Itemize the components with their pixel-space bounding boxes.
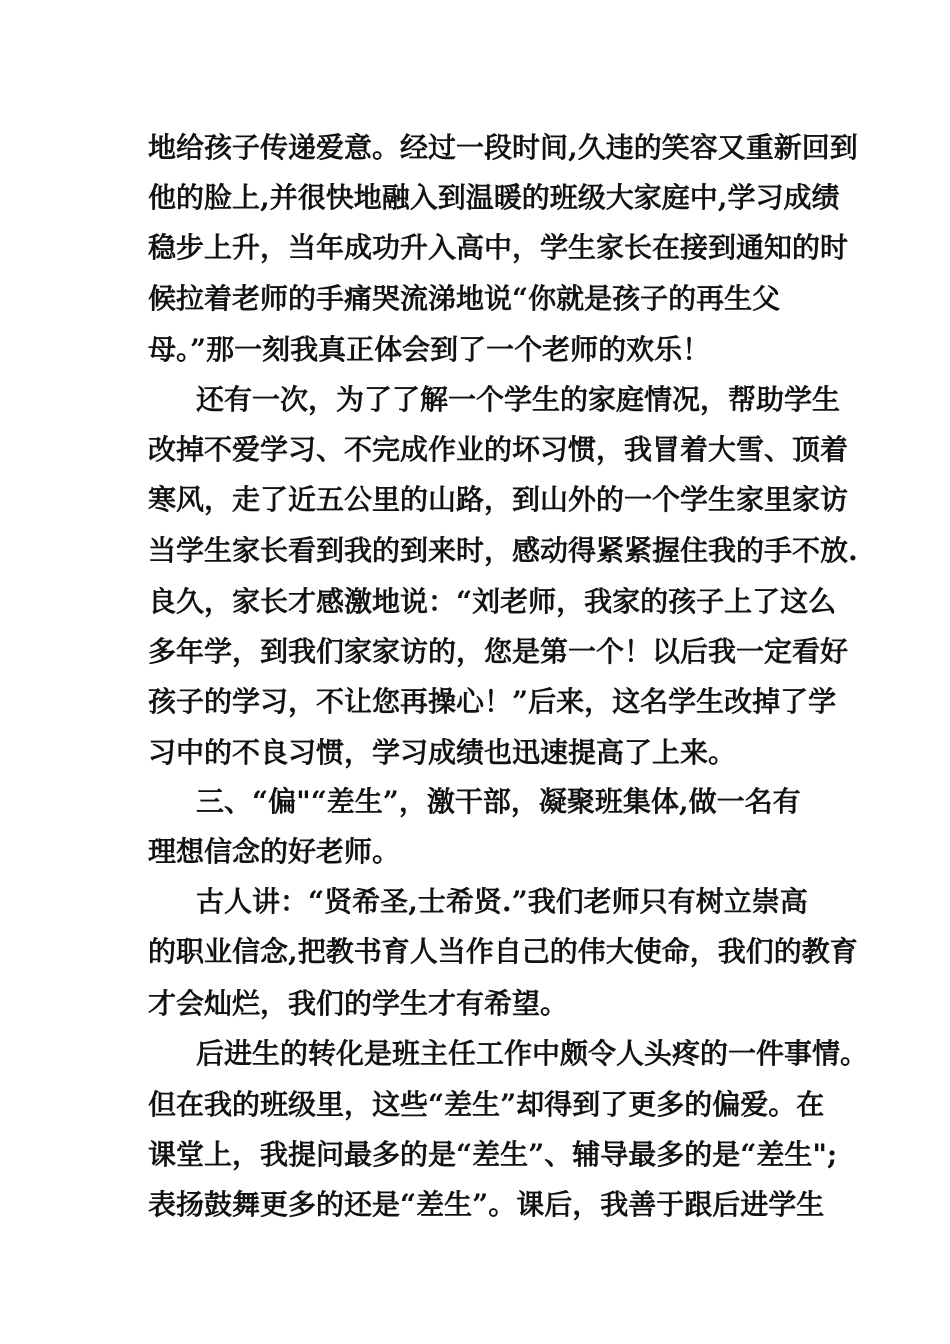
text-line: 母。”那一刻我真正体会到了一个老师的欢乐！ [148, 333, 711, 366]
text-line: 古人讲：“贤希圣,士希贤.”我们老师只有树立崇高 [196, 885, 808, 918]
text-line: 但在我的班级里，这些“差生”却得到了更多的偏爱。在 [148, 1088, 825, 1121]
text-line: 他的脸上,并很快地融入到温暖的班级大家庭中,学习成绩 [148, 181, 840, 214]
text-line: 后进生的转化是班主任工作中颇令人头疼的一件事情。 [196, 1037, 869, 1070]
text-line: 改掉不爱学习、不完成作业的坏习惯，我冒着大雪、顶着 [148, 433, 849, 466]
text-line: 候拉着老师的手痛哭流涕地说“你就是孩子的再生父 [148, 282, 781, 315]
text-line: 当学生家长看到我的到来时，感动得紧紧握住我的手不放. [148, 534, 858, 567]
text-line: 寒风，走了近五公里的山路，到山外的一个学生家里家访 [148, 483, 849, 516]
section-heading: 理想信念的好老师。 [148, 835, 401, 868]
text-line: 地给孩子传递爱意。经过一段时间,久违的笑容又重新回到 [148, 131, 858, 164]
text-line: 良久，家长才感激地说：“刘老师，我家的孩子上了这么 [148, 585, 837, 618]
text-line: 多年学，到我们家家访的，您是第一个！以后我一定看好 [148, 635, 849, 668]
text-line: 课堂上，我提问最多的是“差生”、辅导最多的是“差生"; [148, 1138, 838, 1171]
text-line: 孩子的学习，不让您再操心！”后来，这名学生改掉了学 [148, 685, 837, 718]
section-heading: 三、“偏"“差生”，激干部，凝聚班集体,做一名有 [196, 785, 801, 818]
text-line: 的职业信念,把教书育人当作自己的伟大使命，我们的教育 [148, 935, 858, 968]
text-line: 稳步上升，当年成功升入高中，学生家长在接到通知的时 [148, 231, 849, 264]
text-line: 才会灿烂，我们的学生才有希望。 [148, 987, 569, 1020]
text-line: 表扬鼓舞更多的还是“差生”。课后，我善于跟后进学生 [148, 1188, 825, 1221]
text-line: 还有一次，为了了解一个学生的家庭情况，帮助学生 [196, 383, 841, 416]
text-line: 习中的不良习惯，学习成绩也迅速提高了上来。 [148, 736, 737, 769]
